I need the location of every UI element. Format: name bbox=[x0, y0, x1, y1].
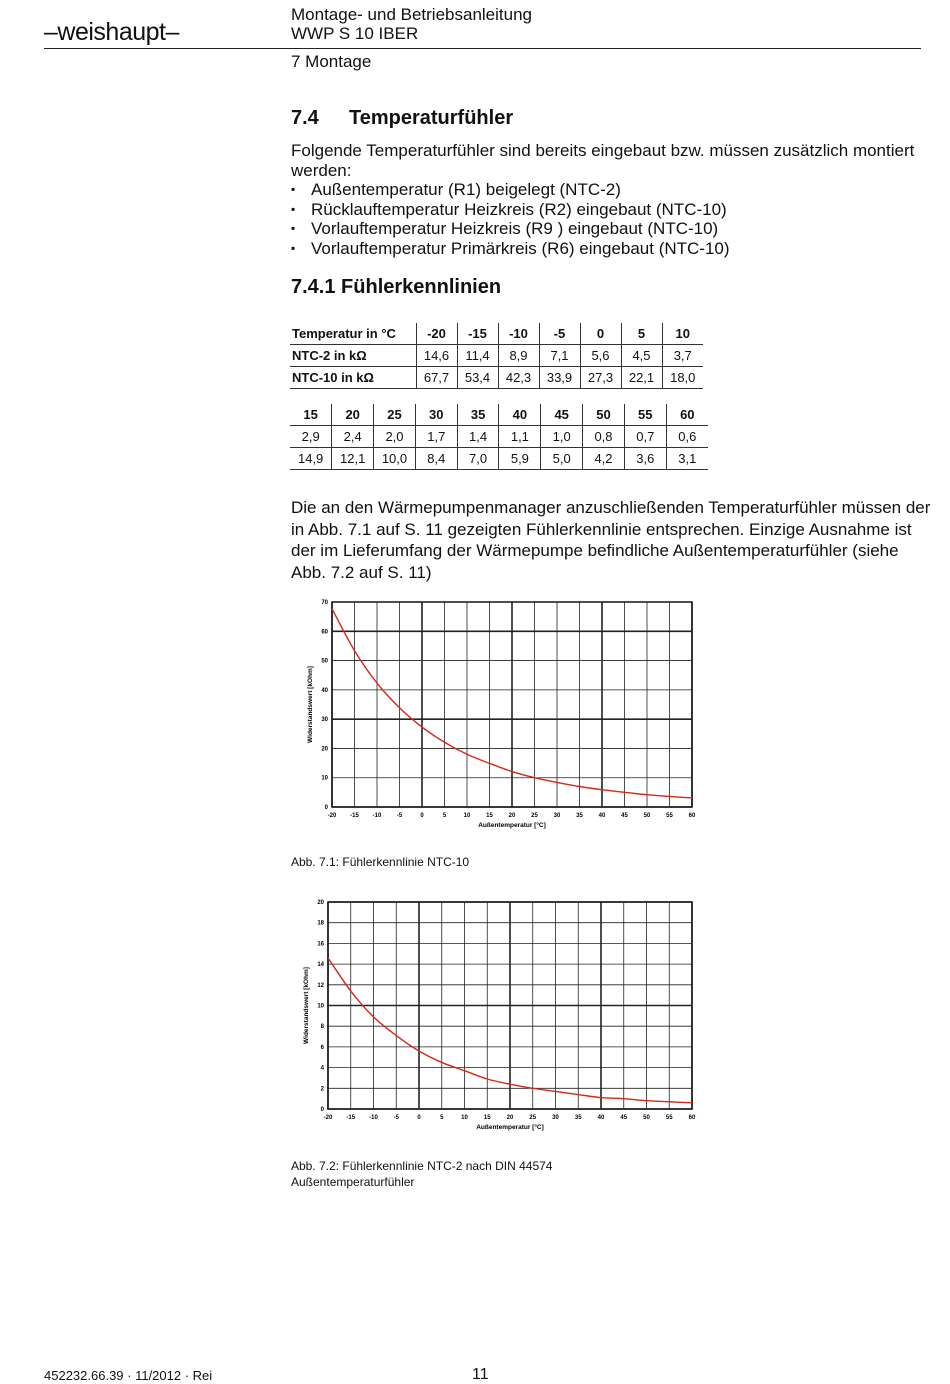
table-cell: 20 bbox=[332, 404, 374, 426]
x-tick-label: 45 bbox=[621, 813, 628, 819]
y-tick-label: 4 bbox=[321, 1066, 325, 1072]
x-tick-label: -5 bbox=[397, 813, 403, 819]
table-cell: 25 bbox=[374, 404, 416, 426]
section-title: Temperaturfühler bbox=[349, 107, 513, 129]
x-tick-label: -20 bbox=[324, 1115, 333, 1121]
table-row bbox=[290, 426, 708, 448]
x-tick-label: 60 bbox=[689, 813, 696, 819]
table-cell: 8,9 bbox=[498, 345, 539, 367]
x-tick-label: 15 bbox=[484, 1115, 491, 1121]
list-item: ▪ Vorlauftemperatur Primärkreis (R6) eingebaut (NTC-10) bbox=[291, 239, 730, 259]
x-tick-label: 25 bbox=[529, 1115, 536, 1121]
y-tick-label: 10 bbox=[317, 1004, 324, 1010]
y-tick-label: 10 bbox=[321, 776, 328, 782]
table-cell: 0,8 bbox=[583, 426, 625, 448]
y-tick-label: 16 bbox=[317, 941, 324, 947]
table-cell: -15 bbox=[457, 323, 498, 345]
x-tick-label: 45 bbox=[620, 1115, 627, 1121]
x-tick-label: 55 bbox=[666, 1115, 673, 1121]
y-axis-label: Widerstandswert [kOhm] bbox=[307, 666, 314, 743]
table-cell: 11,4 bbox=[457, 345, 498, 367]
table-cell: 1,0 bbox=[541, 426, 583, 448]
y-tick-label: 60 bbox=[321, 629, 328, 635]
table-row bbox=[290, 448, 708, 470]
page-number: 11 bbox=[472, 1366, 489, 1384]
x-tick-label: 30 bbox=[552, 1115, 559, 1121]
x-tick-label: 0 bbox=[417, 1115, 421, 1121]
document-model: WWP S 10 IBER bbox=[291, 24, 418, 44]
x-tick-label: 40 bbox=[599, 813, 606, 819]
table-cell: 14,9 bbox=[290, 448, 332, 470]
list-item: ▪ Außentemperatur (R1) beigelegt (NTC-2) bbox=[291, 180, 730, 200]
table-cell: 14,6 bbox=[416, 345, 457, 367]
x-tick-label: 5 bbox=[440, 1115, 444, 1121]
x-tick-label: 10 bbox=[461, 1115, 468, 1121]
table-cell: 7,0 bbox=[457, 448, 499, 470]
list-item: ▪ Rücklauftemperatur Heizkreis (R2) eingebaut (NTC-10) bbox=[291, 200, 730, 220]
section-number: 7.4 bbox=[291, 107, 349, 130]
x-tick-label: -5 bbox=[394, 1115, 400, 1121]
table-cell: 4,5 bbox=[621, 345, 662, 367]
brand-logo: –weishaupt– bbox=[44, 18, 179, 47]
y-axis-label: Widerstandswert [kOhm] bbox=[303, 967, 310, 1044]
table-cell: 2,9 bbox=[290, 426, 332, 448]
table-cell: NTC-2 in kΩ bbox=[290, 345, 416, 367]
x-tick-label: 50 bbox=[643, 1115, 650, 1121]
section-intro: Folgende Temperaturfühler sind bereits eingebaut bzw. müssen zusätzlich montiert werden: bbox=[291, 141, 931, 180]
table-cell: NTC-10 in kΩ bbox=[290, 367, 416, 389]
table-cell: 35 bbox=[457, 404, 499, 426]
table-cell: 12,1 bbox=[332, 448, 374, 470]
subsection-heading: 7.4.1 Fühlerkennlinien bbox=[291, 276, 501, 299]
table-cell: -10 bbox=[498, 323, 539, 345]
table-cell: 8,4 bbox=[415, 448, 457, 470]
x-tick-label: 35 bbox=[575, 1115, 582, 1121]
figure-caption-2b: Außentemperaturfühler bbox=[291, 1174, 414, 1190]
figure-caption-2: Abb. 7.2: Fühlerkennlinie NTC-2 nach DIN 44574 bbox=[291, 1158, 552, 1174]
y-tick-label: 20 bbox=[317, 900, 324, 906]
body-paragraph: Die an den Wärmepumpenmanager anzuschließenden Temperaturfühler müssen der in Abb. 7.1 auf S. 11 gezeigten Fühlerkennlinie entsprechen. Einzige Ausnahme ist der im Lieferumfang der Wärmepumpe befindliche Außentemperaturfühler (siehe Abb. 7.2 auf S. 11) bbox=[291, 497, 931, 583]
x-tick-label: 15 bbox=[486, 813, 493, 819]
table-cell: 60 bbox=[666, 404, 708, 426]
table-cell: 45 bbox=[541, 404, 583, 426]
table-row bbox=[290, 367, 703, 389]
sensor-table-2 bbox=[290, 404, 708, 470]
y-tick-label: 12 bbox=[317, 983, 324, 989]
table-cell: 30 bbox=[415, 404, 457, 426]
ntc2-chart bbox=[300, 895, 710, 1135]
y-tick-label: 20 bbox=[321, 746, 328, 752]
table-cell: 7,1 bbox=[539, 345, 580, 367]
x-tick-label: -15 bbox=[350, 813, 359, 819]
table-cell: 0,6 bbox=[666, 426, 708, 448]
table-cell: 0,7 bbox=[624, 426, 666, 448]
x-tick-label: 35 bbox=[576, 813, 583, 819]
doc-number: 452232.66.39 · 11/2012 · Rei bbox=[44, 1368, 212, 1383]
table-cell: 33,9 bbox=[539, 367, 580, 389]
table-cell: 42,3 bbox=[498, 367, 539, 389]
x-tick-label: 50 bbox=[644, 813, 651, 819]
x-axis-label: Außentemperatur [°C] bbox=[476, 1123, 544, 1131]
table-cell: 10,0 bbox=[374, 448, 416, 470]
sensor-list bbox=[291, 180, 730, 258]
table-cell: 5 bbox=[621, 323, 662, 345]
x-tick-label: 20 bbox=[509, 813, 516, 819]
document-title: Montage- und Betriebsanleitung bbox=[291, 5, 532, 25]
table-cell: Temperatur in °C bbox=[290, 323, 416, 345]
table-cell: 5,6 bbox=[580, 345, 621, 367]
x-tick-label: -10 bbox=[369, 1115, 378, 1121]
table-cell: 3,7 bbox=[662, 345, 703, 367]
y-tick-label: 70 bbox=[321, 600, 328, 606]
x-tick-label: 30 bbox=[554, 813, 561, 819]
y-tick-label: 0 bbox=[325, 805, 329, 811]
table-cell: 53,4 bbox=[457, 367, 498, 389]
table-cell: 3,6 bbox=[624, 448, 666, 470]
x-tick-label: -10 bbox=[373, 813, 382, 819]
x-tick-label: 0 bbox=[420, 813, 424, 819]
chapter-label: 7 Montage bbox=[291, 52, 371, 72]
y-tick-label: 18 bbox=[317, 921, 324, 927]
x-tick-label: 5 bbox=[443, 813, 447, 819]
table-cell: 1,7 bbox=[415, 426, 457, 448]
x-tick-label: 40 bbox=[598, 1115, 605, 1121]
table-cell: 50 bbox=[583, 404, 625, 426]
x-tick-label: 10 bbox=[464, 813, 471, 819]
x-tick-label: -15 bbox=[346, 1115, 355, 1121]
y-tick-label: 6 bbox=[321, 1045, 325, 1051]
table-cell: 3,1 bbox=[666, 448, 708, 470]
x-tick-label: -20 bbox=[328, 813, 337, 819]
table-cell: 1,1 bbox=[499, 426, 541, 448]
table-cell: 2,4 bbox=[332, 426, 374, 448]
table-cell: -5 bbox=[539, 323, 580, 345]
header-rule bbox=[44, 48, 921, 49]
table-header-row bbox=[290, 323, 703, 345]
table-header-row bbox=[290, 404, 708, 426]
table-cell: 15 bbox=[290, 404, 332, 426]
y-tick-label: 30 bbox=[321, 717, 328, 723]
table-cell: 22,1 bbox=[621, 367, 662, 389]
y-tick-label: 0 bbox=[321, 1107, 325, 1113]
table-cell: 2,0 bbox=[374, 426, 416, 448]
sensor-table-1 bbox=[290, 323, 703, 389]
x-axis-label: Außentemperatur [°C] bbox=[478, 821, 546, 829]
table-cell: 5,9 bbox=[499, 448, 541, 470]
x-tick-label: 55 bbox=[666, 813, 673, 819]
y-tick-label: 50 bbox=[321, 659, 328, 665]
list-item: ▪ Vorlauftemperatur Heizkreis (R9 ) eingebaut (NTC-10) bbox=[291, 219, 730, 239]
y-tick-label: 14 bbox=[317, 962, 324, 968]
y-tick-label: 2 bbox=[321, 1086, 325, 1092]
section-heading bbox=[291, 107, 513, 130]
table-cell: 1,4 bbox=[457, 426, 499, 448]
x-tick-label: 25 bbox=[531, 813, 538, 819]
x-tick-label: 20 bbox=[507, 1115, 514, 1121]
table-cell: 67,7 bbox=[416, 367, 457, 389]
table-cell: 10 bbox=[662, 323, 703, 345]
grid bbox=[332, 602, 692, 807]
table-cell: 0 bbox=[580, 323, 621, 345]
y-tick-label: 8 bbox=[321, 1024, 325, 1030]
table-cell: 4,2 bbox=[583, 448, 625, 470]
y-tick-label: 40 bbox=[321, 688, 328, 694]
grid bbox=[328, 902, 692, 1109]
table-cell: 18,0 bbox=[662, 367, 703, 389]
table-cell: 55 bbox=[624, 404, 666, 426]
x-tick-label: 60 bbox=[689, 1115, 696, 1121]
table-cell: 5,0 bbox=[541, 448, 583, 470]
ntc10-chart bbox=[300, 594, 710, 834]
figure-caption-1: Abb. 7.1: Fühlerkennlinie NTC-10 bbox=[291, 854, 469, 870]
table-row bbox=[290, 345, 703, 367]
table-cell: 40 bbox=[499, 404, 541, 426]
table-cell: -20 bbox=[416, 323, 457, 345]
table-cell: 27,3 bbox=[580, 367, 621, 389]
